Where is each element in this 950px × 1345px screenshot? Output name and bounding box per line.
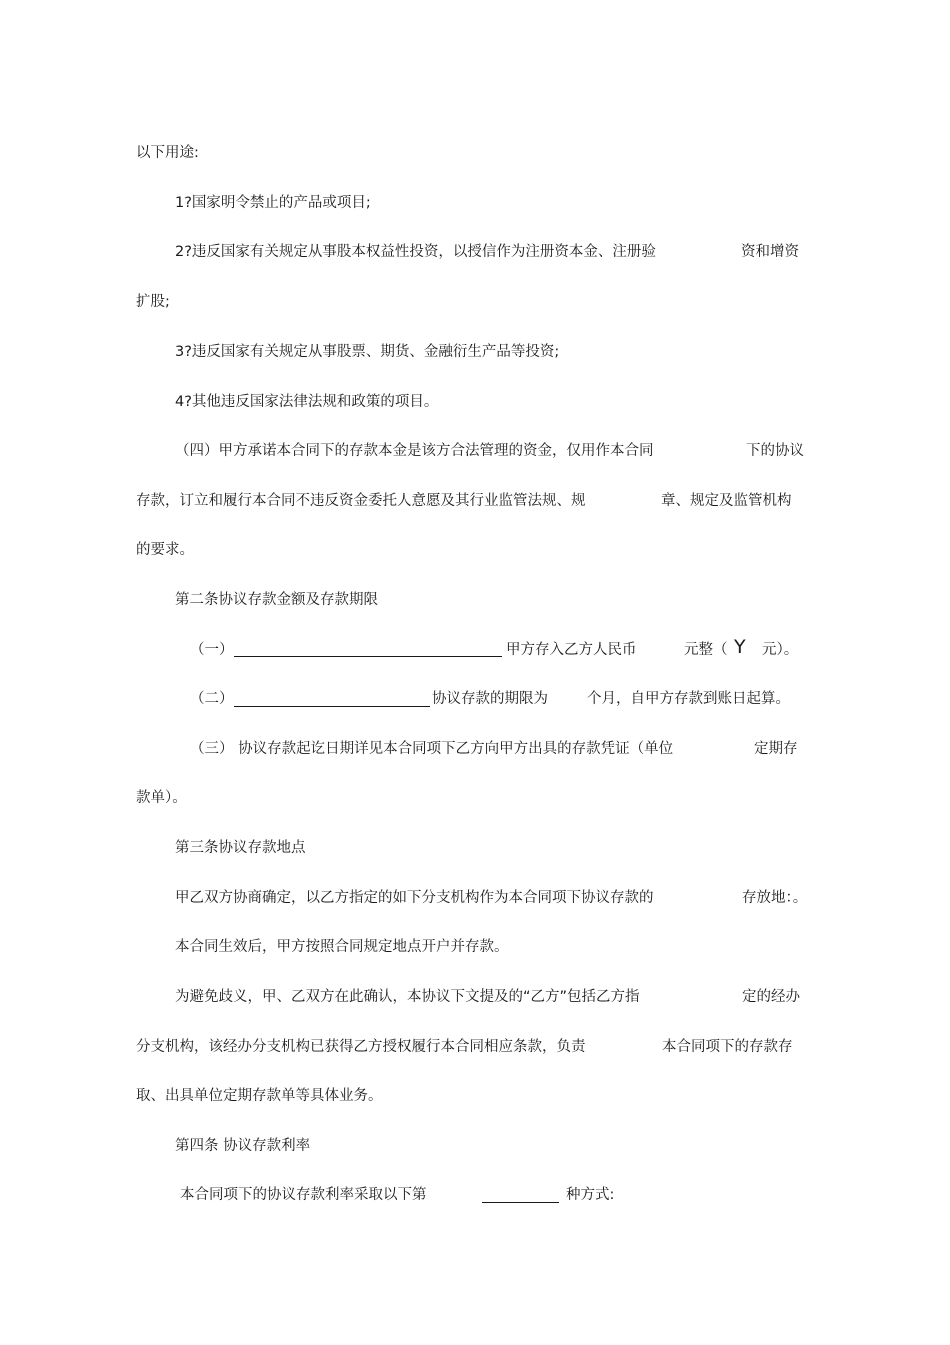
article-3-para-3-cont: 分支机构，该经办分支机构已获得乙方授权履行本合同相应条款，负责: [136, 1039, 586, 1055]
item-4: 4?其他违反国家法律法规和政策的项目。: [175, 394, 439, 410]
clause-4-cont: 存款，订立和履行本合同不违反资金委托人意愿及其行业监管法规、规: [136, 493, 586, 509]
article-3-para-3-end: 取、出具单位定期存款单等具体业务。: [136, 1088, 383, 1104]
article-2-item-1-unit: 元整（: [684, 642, 728, 658]
article-3-para-1-tail: 存放地：。: [742, 890, 808, 906]
article-4-para-1: 本合同项下的协议存款利率采取以下第: [180, 1187, 427, 1203]
item-2-tail: 资和增资: [741, 244, 799, 260]
item-3: 3?违反国家有关规定从事股票、期货、金融衍生产品等投资;: [175, 344, 560, 360]
article-2-item-1-text: 甲方存入乙方人民币: [506, 642, 637, 658]
article-3-para-3-cont-tail: 本合同项下的存款存: [662, 1039, 793, 1055]
article-3-para-3: 为避免歧义，甲、乙双方在此确认，本协议下文提及的“乙方”包括乙方指: [175, 989, 640, 1005]
item-1: 1?国家明令禁止的产品或项目;: [175, 195, 371, 211]
article-2-item-2-text: 协议存款的期限为: [432, 691, 548, 707]
item-2: 2?违反国家有关规定从事股本权益性投资，以授信作为注册资本金、注册验: [175, 244, 656, 260]
article-2-item-3-cont: 款单）。: [136, 790, 187, 806]
item-2-cont: 扩股;: [136, 294, 170, 310]
article-3-para-2: 本合同生效后，甲方按照合同规定地点开户并存款。: [175, 939, 509, 955]
article-2-item-3-tail: 定期存: [754, 741, 798, 757]
article-3-heading: 第三条协议存款地点: [175, 840, 306, 856]
article-3-para-3-tail: 定的经办: [742, 989, 800, 1005]
term-blank[interactable]: [234, 706, 430, 707]
line-purpose: 以下用途:: [136, 145, 199, 161]
clause-4: （四）甲方承诺本合同下的存款本金是该方合法管理的资金，仅用作本合同: [175, 443, 654, 459]
article-2-item-1-end: 元）。: [762, 642, 799, 658]
article-2-item-3: （三） 协议存款起讫日期详见本合同项下乙方向甲方出具的存款凭证（单位: [190, 741, 674, 757]
article-4-para-1-end: 种方式:: [566, 1187, 615, 1203]
clause-4-tail: 下的协议: [746, 443, 804, 459]
article-2-item-1-label: （一）: [190, 642, 234, 658]
article-2-item-2-label: （二）: [190, 691, 234, 707]
currency-symbol: Y: [734, 636, 746, 658]
article-2-item-2-end: 个月，自甲方存款到账日起算。: [587, 691, 790, 707]
clause-4-end: 的要求。: [136, 542, 194, 558]
article-4-heading: 第四条 协议存款利率: [175, 1138, 311, 1154]
method-blank[interactable]: [482, 1202, 559, 1203]
amount-blank[interactable]: [234, 656, 502, 657]
article-3-para-1: 甲乙双方协商确定，以乙方指定的如下分支机构作为本合同项下协议存款的: [175, 890, 654, 906]
article-2-heading: 第二条协议存款金额及存款期限: [175, 592, 378, 608]
clause-4-cont-tail: 章、规定及监管机构: [661, 493, 792, 509]
